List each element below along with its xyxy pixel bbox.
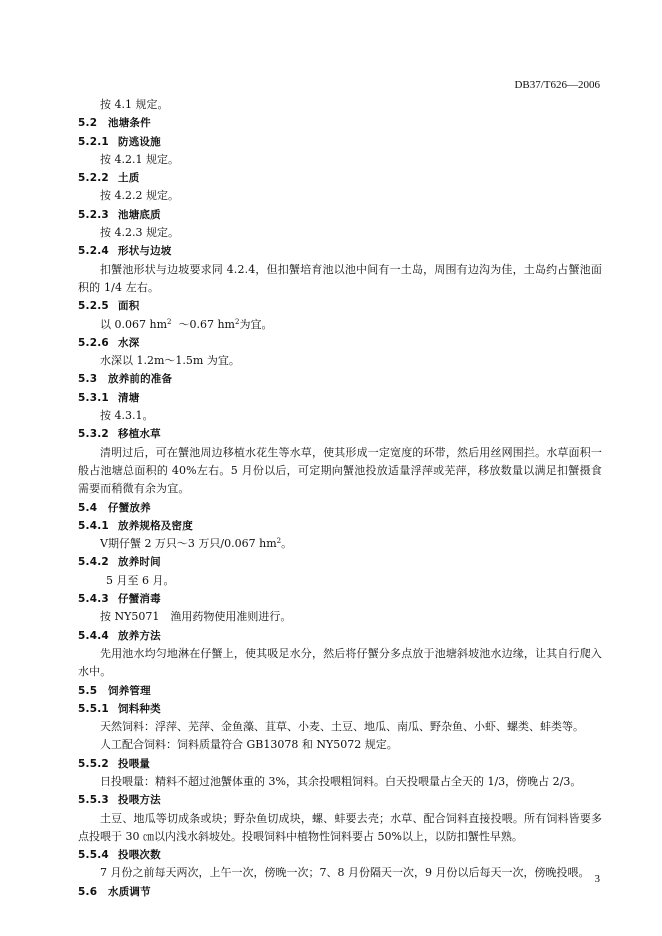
section-heading-5-2-4: 5.2.4 形状与边坡 [78,245,172,258]
paragraph-pond-shape: 扣蟹池形状与边坡要求同 4.2.4，但扣蟹培育池以池中间有一土岛，周围有边沟为佳，土岛约占蟹池面积的 1/4 左右。 [78,262,602,294]
section-heading-5-5-2: 5.5.2 投喂量 [78,757,151,770]
section-heading-5-2-6: 5.2.6 水深 [78,336,140,349]
page-body [78,96,602,901]
paragraph: 按 4.2.3 规定。 [100,226,179,240]
paragraph-natural-feed: 天然饲料：浮萍、芜萍、金鱼藻、苴草、小麦、土豆、地瓜、南瓜、野杂鱼、小虾、螺类、蚌类等。 [100,720,584,734]
section-heading-5-5: 5.5 饲养管理 [78,684,151,697]
section-heading-5-5-3: 5.5.3 投喂方法 [78,794,161,807]
document-id: DB37/T626—2006 [514,79,600,91]
paragraph-stocking-method: 先用池水均匀地淋在仔蟹上，使其吸足水分，然后将仔蟹分多点放于池塘斜坡池水边缘，让其自行爬入水中。 [78,646,602,679]
section-heading-5-4-1: 5.4.1 放养规格及密度 [78,519,193,532]
section-heading-5-3-2: 5.3.2 移植水草 [78,428,161,441]
section-heading-5-4: 5.4 仔蟹放养 [78,501,151,514]
section-heading-5-6: 5.6 水质调节 [78,885,151,898]
section-heading-5-5-4: 5.5.4 投喂次数 [78,849,161,862]
paragraph: 按 4.2.2 规定。 [100,189,179,203]
paragraph: 5 月至 6 月。 [106,573,175,587]
section-heading-5-3: 5.3 放养前的准备 [78,373,173,386]
paragraph: 按 4.2.1 规定。 [100,152,179,166]
paragraph-feeding-method: 土豆、地瓜等切成条或块；野杂鱼切成块，螺、蚌要去壳；水草、配合饲料直接投喂。所有饲料皆要多点投喂于 30 ㎝以内浅水斜坡处。投喂饲料中植物性饲料要占 50%以上，以防扣蟹性早熟。 [78,811,602,843]
section-heading-5-2-5: 5.2.5 面积 [78,300,140,313]
paragraph: 水深以 1.2m～1.5m 为宜。 [100,354,240,368]
section-heading-5-2: 5.2 池塘条件 [78,117,151,130]
paragraph-area: 以 0.067 $hm^2$ ～0.67 $hm^2$为宜。 [100,317,273,331]
paragraph-feeding-amount: 日投喂量：精料不超过池蟹体重的 3%，其余投喂粗饲料。白天投喂量占全天的 1/3，傍晚占 2/3。 [100,774,582,788]
section-heading-5-4-4: 5.4.4 放养方法 [78,629,161,642]
paragraph-aquatic-plants: 清明过后，可在蟹池周边移植水花生等水草，使其形成一定宽度的环带，然后用丝网围拦。水草面积一般占池塘总面积的 40%左右。5 月份以后，可定期向蟹池投放适量浮萍或芜萍，移放数量以满足扣蟹摄食需要而稍微有余为宜。 [78,445,602,496]
paragraph: 按 NY5071 渔用药物使用准则进行。 [100,610,292,624]
section-heading-5-3-1: 5.3.1 清塘 [78,391,140,404]
page-number: 3 [594,873,600,885]
paragraph-feeding-frequency: 7 月份之前每天两次，上午一次，傍晚一次；7、8 月份隔天一次，9 月份以后每天一次，傍晚投喂。 [100,866,590,880]
section-heading-5-2-1: 5.2.1 防逃设施 [78,135,161,148]
section-heading-5-2-2: 5.2.2 土质 [78,172,140,185]
paragraph: 按 4.1 规定。 [100,98,169,111]
section-heading-5-2-3: 5.2.3 池塘底质 [78,208,161,221]
section-heading-5-4-2: 5.4.2 放养时间 [78,556,161,569]
paragraph: 按 4.3.1。 [100,409,154,423]
paragraph-density: Ⅴ期仔蟹 2 万只～3 万只/0.067 $hm^2$。 [100,537,293,551]
section-heading-5-4-3: 5.4.3 仔蟹消毒 [78,593,161,606]
section-heading-5-5-1: 5.5.1 饲料种类 [78,702,161,715]
paragraph-compound-feed: 人工配合饲料：饲料质量符合 GB13078 和 NY5072 规定。 [100,738,398,752]
